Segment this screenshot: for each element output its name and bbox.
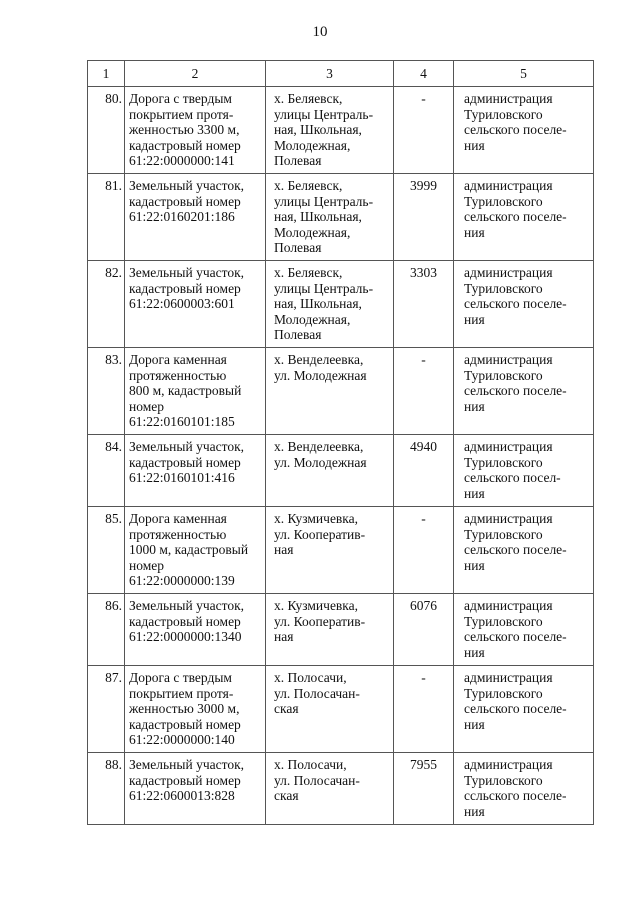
address-cell-line: х. Полосачи, (274, 670, 347, 685)
address-cell (266, 261, 394, 348)
object-name-cell-line: протяженностью (129, 526, 227, 542)
object-name-cell-line: Земельный участок, (129, 598, 245, 613)
area-cell: 3303 (394, 261, 454, 348)
object-name-cell (125, 87, 266, 174)
object-name-cell-line: Земельный участок, (129, 439, 245, 454)
address-cell-line: Молодежная, (274, 224, 351, 240)
object-name-cell-line: женностью 3000 м, (129, 701, 240, 717)
owner-cell-line: ния (464, 137, 485, 153)
object-name-cell-line: 1000 м, кадастровый (129, 542, 249, 558)
address-cell (266, 174, 394, 261)
owner-cell-line: сельского поселе- (464, 629, 567, 645)
object-name-cell-line: 61:22:0000000:1340 (129, 629, 242, 645)
owner-cell-line: администрация (464, 265, 553, 280)
address-cell-line: х. Венделеевка, (274, 352, 364, 367)
column-header: 3 (266, 61, 394, 87)
area-cell: 6076 (394, 594, 454, 666)
table-row (88, 435, 594, 507)
owner-cell-line: Туриловского (464, 526, 543, 542)
owner-cell-line: ния (464, 398, 485, 414)
owner-cell-line: администрация (464, 91, 553, 106)
address-cell-line: ная (274, 629, 294, 645)
address-cell-line: ул. Кооператив- (274, 613, 366, 629)
address-cell-line: ул. Молодежная (274, 367, 367, 383)
address-cell (266, 666, 394, 753)
row-number: 83. (88, 348, 125, 435)
owner-cell (454, 261, 594, 348)
owner-cell-line: сельского поселе- (464, 701, 567, 717)
object-name-cell-line: Дорога с твердым (129, 91, 232, 106)
owner-cell-line: ссльского поселе- (464, 788, 567, 804)
owner-cell-line: ния (464, 644, 485, 660)
address-cell-line: ная, Школьная, (274, 209, 362, 225)
owner-cell-line: сельского поселе- (464, 122, 567, 138)
row-number: 86. (88, 594, 125, 666)
object-name-cell-line: кадастровый номер (129, 613, 241, 629)
object-name-cell (125, 594, 266, 666)
owner-cell-line: администрация (464, 670, 553, 685)
address-cell-line: ул. Полосачан- (274, 685, 360, 701)
owner-cell-line: сельского поселе- (464, 209, 567, 225)
address-cell-line: Молодежная, (274, 311, 351, 327)
owner-cell-line: администрация (464, 757, 553, 772)
table-row (88, 666, 594, 753)
object-name-cell-line: Земельный участок, (129, 265, 245, 280)
object-name-cell-line: 61:22:0600013:828 (129, 788, 235, 804)
address-cell-line: ул. Молодежная (274, 454, 367, 470)
table-row (88, 261, 594, 348)
table-header-row (88, 61, 594, 87)
object-name-cell-line: кадастровый номер (129, 454, 241, 470)
owner-cell-line: Туриловского (464, 106, 543, 122)
owner-cell-line: администрация (464, 178, 553, 193)
area-cell: - (394, 87, 454, 174)
area-cell: 7955 (394, 753, 454, 825)
object-name-cell-line: 61:22:0160101:185 (129, 414, 235, 430)
address-cell-line: ская (274, 788, 299, 804)
owner-cell-line: администрация (464, 511, 553, 526)
address-cell-line: Молодежная, (274, 137, 351, 153)
object-name-cell-line: Земельный участок, (129, 178, 245, 193)
address-cell (266, 435, 394, 507)
object-name-cell (125, 174, 266, 261)
address-cell-line: ул. Кооператив- (274, 526, 366, 542)
row-number: 87. (88, 666, 125, 753)
table-body (88, 87, 594, 825)
owner-cell-line: Туриловского (464, 772, 543, 788)
column-header: 2 (125, 61, 266, 87)
object-name-cell-line: покрытием протя- (129, 106, 234, 122)
object-name-cell (125, 435, 266, 507)
object-name-cell-line: 61:22:0000000:141 (129, 153, 235, 169)
owner-cell-line: сельского поселе- (464, 542, 567, 558)
address-cell-line: улицы Централь- (274, 280, 374, 296)
address-cell (266, 87, 394, 174)
address-cell-line: улицы Централь- (274, 193, 374, 209)
owner-cell-line: Туриловского (464, 367, 543, 383)
address-cell-line: х. Кузмичевка, (274, 598, 359, 613)
table-row (88, 348, 594, 435)
row-number: 88. (88, 753, 125, 825)
area-cell: - (394, 348, 454, 435)
address-cell (266, 594, 394, 666)
address-cell-line: х. Беляевск, (274, 91, 343, 106)
owner-cell (454, 435, 594, 507)
object-name-cell-line: номер (129, 557, 165, 573)
object-name-cell-line: 61:22:0160201:186 (129, 209, 235, 225)
object-name-cell-line: 800 м, кадастровый (129, 383, 242, 399)
area-cell: 3999 (394, 174, 454, 261)
owner-cell (454, 507, 594, 594)
table-row (88, 174, 594, 261)
object-name-cell-line: Дорога каменная (129, 511, 227, 526)
column-header: 5 (454, 61, 594, 87)
owner-cell-line: сельского посел- (464, 470, 561, 486)
owner-cell-line: Туриловского (464, 454, 543, 470)
object-name-cell-line: протяженностью (129, 367, 227, 383)
row-number: 80. (88, 87, 125, 174)
object-name-cell-line: кадастровый номер (129, 193, 241, 209)
object-name-cell-line: 61:22:0160101:416 (129, 470, 235, 486)
object-name-cell-line: кадастровый номер (129, 280, 241, 296)
owner-cell-line: Туриловского (464, 685, 543, 701)
owner-cell-line: Туриловского (464, 193, 543, 209)
owner-cell-line: администрация (464, 598, 553, 613)
object-name-cell (125, 261, 266, 348)
owner-cell (454, 666, 594, 753)
address-cell-line: улицы Централь- (274, 106, 374, 122)
owner-cell-line: Туриловского (464, 613, 543, 629)
object-name-cell (125, 753, 266, 825)
object-name-cell-line: женностью 3300 м, (129, 122, 240, 138)
owner-cell-line: сельского поселе- (464, 296, 567, 312)
owner-cell-line: администрация (464, 352, 553, 367)
address-cell-line: Полевая (274, 153, 322, 169)
address-cell (266, 348, 394, 435)
address-cell-line: ул. Полосачан- (274, 772, 360, 788)
owner-cell-line: ния (464, 803, 485, 819)
owner-cell (454, 753, 594, 825)
object-name-cell-line: покрытием протя- (129, 685, 234, 701)
table-row (88, 507, 594, 594)
address-cell-line: Полевая (274, 240, 322, 256)
object-name-cell-line: Дорога каменная (129, 352, 227, 367)
address-cell-line: х. Кузмичевка, (274, 511, 359, 526)
table-row (88, 753, 594, 825)
owner-cell (454, 87, 594, 174)
object-name-cell-line: кадастровый номер (129, 772, 241, 788)
row-number: 82. (88, 261, 125, 348)
address-cell-line: х. Беляевск, (274, 265, 343, 280)
column-header: 4 (394, 61, 454, 87)
owner-cell-line: ния (464, 485, 485, 501)
column-header: 1 (88, 61, 125, 87)
object-name-cell-line: 61:22:0600003:601 (129, 296, 235, 312)
object-name-cell-line: Земельный участок, (129, 757, 245, 772)
table-row (88, 87, 594, 174)
row-number: 81. (88, 174, 125, 261)
owner-cell (454, 348, 594, 435)
object-name-cell-line: 61:22:0000000:139 (129, 573, 235, 589)
owner-cell-line: сельского поселе- (464, 383, 567, 399)
object-name-cell-line: Дорога с твердым (129, 670, 232, 685)
owner-cell-line: ния (464, 311, 485, 327)
address-cell-line: ная (274, 542, 294, 558)
table-row (88, 594, 594, 666)
owner-cell (454, 174, 594, 261)
object-name-cell-line: 61:22:0000000:140 (129, 732, 235, 748)
address-cell-line: ская (274, 701, 299, 717)
object-name-cell-line: кадастровый номер (129, 716, 241, 732)
address-cell-line: х. Венделеевка, (274, 439, 364, 454)
area-cell: - (394, 507, 454, 594)
owner-cell (454, 594, 594, 666)
object-name-cell (125, 507, 266, 594)
object-name-cell (125, 666, 266, 753)
object-name-cell-line: кадастровый номер (129, 137, 241, 153)
property-registry-table (87, 60, 594, 825)
address-cell-line: Полевая (274, 327, 322, 343)
object-name-cell-line: номер (129, 398, 165, 414)
owner-cell-line: ния (464, 716, 485, 732)
owner-cell-line: администрация (464, 439, 553, 454)
row-number: 84. (88, 435, 125, 507)
address-cell (266, 753, 394, 825)
owner-cell-line: ния (464, 224, 485, 240)
page-number: 10 (312, 24, 328, 40)
address-cell-line: х. Полосачи, (274, 757, 347, 772)
address-cell (266, 507, 394, 594)
owner-cell-line: Туриловского (464, 280, 543, 296)
address-cell-line: ная, Школьная, (274, 296, 362, 312)
area-cell: - (394, 666, 454, 753)
address-cell-line: ная, Школьная, (274, 122, 362, 138)
address-cell-line: х. Беляевск, (274, 178, 343, 193)
owner-cell-line: ния (464, 557, 485, 573)
area-cell: 4940 (394, 435, 454, 507)
object-name-cell (125, 348, 266, 435)
row-number: 85. (88, 507, 125, 594)
